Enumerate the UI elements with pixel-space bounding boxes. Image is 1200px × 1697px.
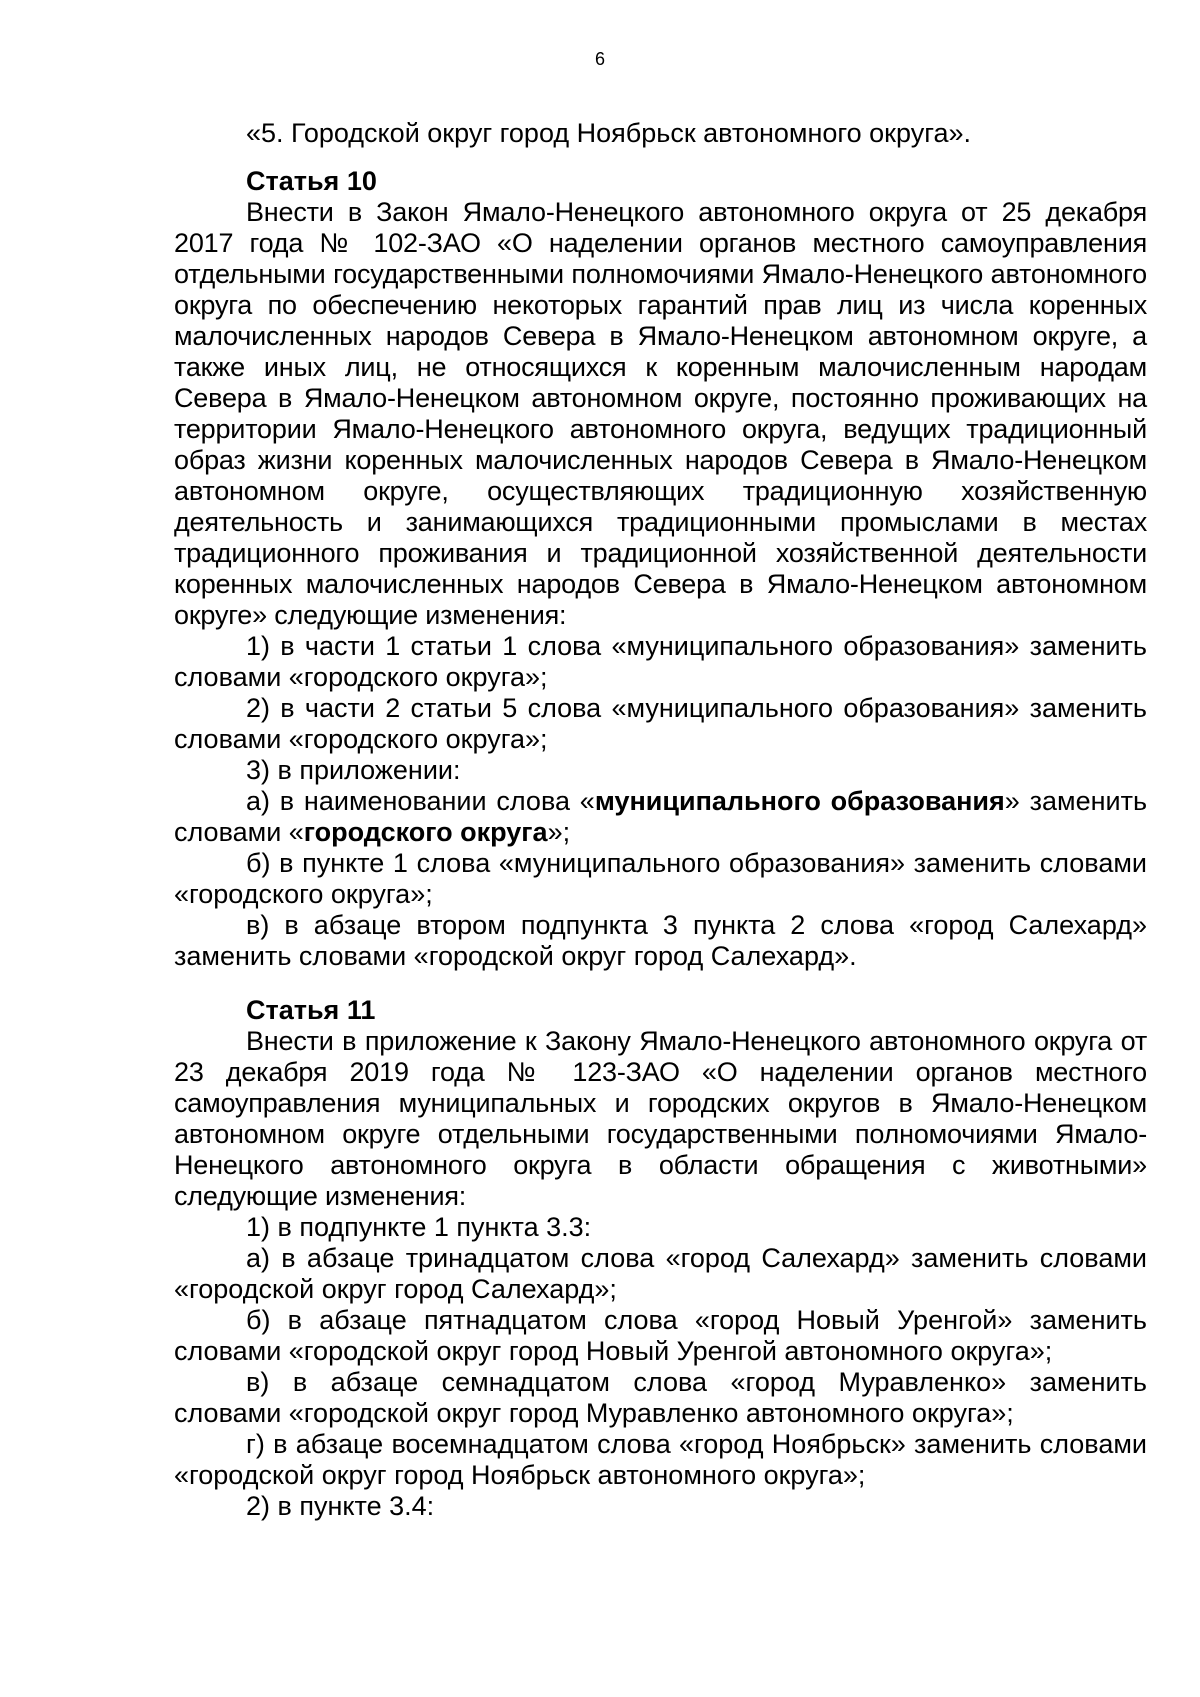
item-3a-bold-new-words: городского округа (303, 817, 548, 847)
article-10-item-3a (174, 786, 1147, 848)
article-11-heading: Статья 11 (246, 995, 376, 1025)
item-3a-text-2: » заменить словами « (174, 786, 1148, 847)
article-11-item-2: 2) в пункте 3.4: (246, 1491, 435, 1521)
article-10-item-2: 2) в части 2 статьи 5 слова «муниципального образования» заменить словами «городского округа»; (174, 693, 1147, 754)
item-3a-bold-old-words: муниципального образования (594, 786, 1005, 816)
article-11-item-1a: а) в абзаце тринадцатом слова «город Салехард» заменить словами «городской округ город Салехард»; (174, 1243, 1147, 1304)
article-10-item-3c: в) в абзаце втором подпункта 3 пункта 2 слова «город Салехард» заменить словами «городской округ город Салехард». (174, 910, 1147, 971)
article-10-item-3: 3) в приложении: (246, 755, 461, 785)
article-11-item-1b: б) в абзаце пятнадцатом слова «город Новый Уренгой» заменить словами «городской округ город Новый Уренгой автономного округа»; (174, 1305, 1147, 1366)
amendment-closing-line: «5. Городской округ город Ноябрьск автономного округа». (246, 118, 971, 148)
article-10-item-1: 1) в части 1 статьи 1 слова «муниципального образования» заменить словами «городского округа»; (174, 631, 1147, 692)
spacer (174, 972, 1147, 995)
document-body (174, 118, 1147, 1522)
article-10-intro: Внести в Закон Ямало-Ненецкого автономного округа от 25 декабря 2017 года № 102-ЗАО «О наделении органов местного самоуправления отдельными государственными полномочиями Ямало-Ненецкого автономного округа по обеспечению некоторых гарантий прав лиц из числа коренных малочисленных народов Севера в Ямало-Ненецком автономном округе, а также иных лиц, не относящихся к коренным малочисленным народам Севера в Ямало-Ненецком автономном округе, постоянно проживающих на территории Ямало-Ненецкого автономного округа, ведущих традиционный образ жизни коренных малочисленных народов Севера в Ямало-Ненецком автономном округе, осуществляющих традиционную хозяйственную деятельность и занимающихся традиционными промыслами в местах традиционного проживания и традиционной хозяйственной деятельности коренных малочисленных народов Севера в Ямало-Ненецком автономном округе» следующие изменения: (174, 197, 1147, 630)
article-11-item-1d: г) в абзаце восемнадцатом слова «город Ноябрьск» заменить словами «городской округ город Ноябрьск автономного округа»; (174, 1429, 1147, 1490)
article-11-intro: Внести в приложение к Закону Ямало-Ненецкого автономного округа от 23 декабря 2019 года № 123-ЗАО «О наделении органов местного самоуправления муниципальных и городских округов в Ямало-Ненецком автономном округе отдельными государственными полномочиями Ямало-Ненецкого автономного округа в области обращения с животными» следующие изменения: (174, 1026, 1147, 1211)
item-3a-text-1: а) в наименовании слова « (246, 786, 595, 816)
item-3a-text-3: »; (547, 817, 571, 847)
article-10-heading: Статья 10 (246, 166, 377, 196)
article-10-item-3b: б) в пункте 1 слова «муниципального образования» заменить словами «городского округа»; (174, 848, 1147, 909)
spacer (174, 149, 1147, 166)
page-number: 6 (594, 49, 605, 69)
article-11-item-1: 1) в подпункте 1 пункта 3.3: (246, 1212, 592, 1242)
article-11-item-1c: в) в абзаце семнадцатом слова «город Муравленко» заменить словами «городской округ город Муравленко автономного округа»; (174, 1367, 1147, 1428)
